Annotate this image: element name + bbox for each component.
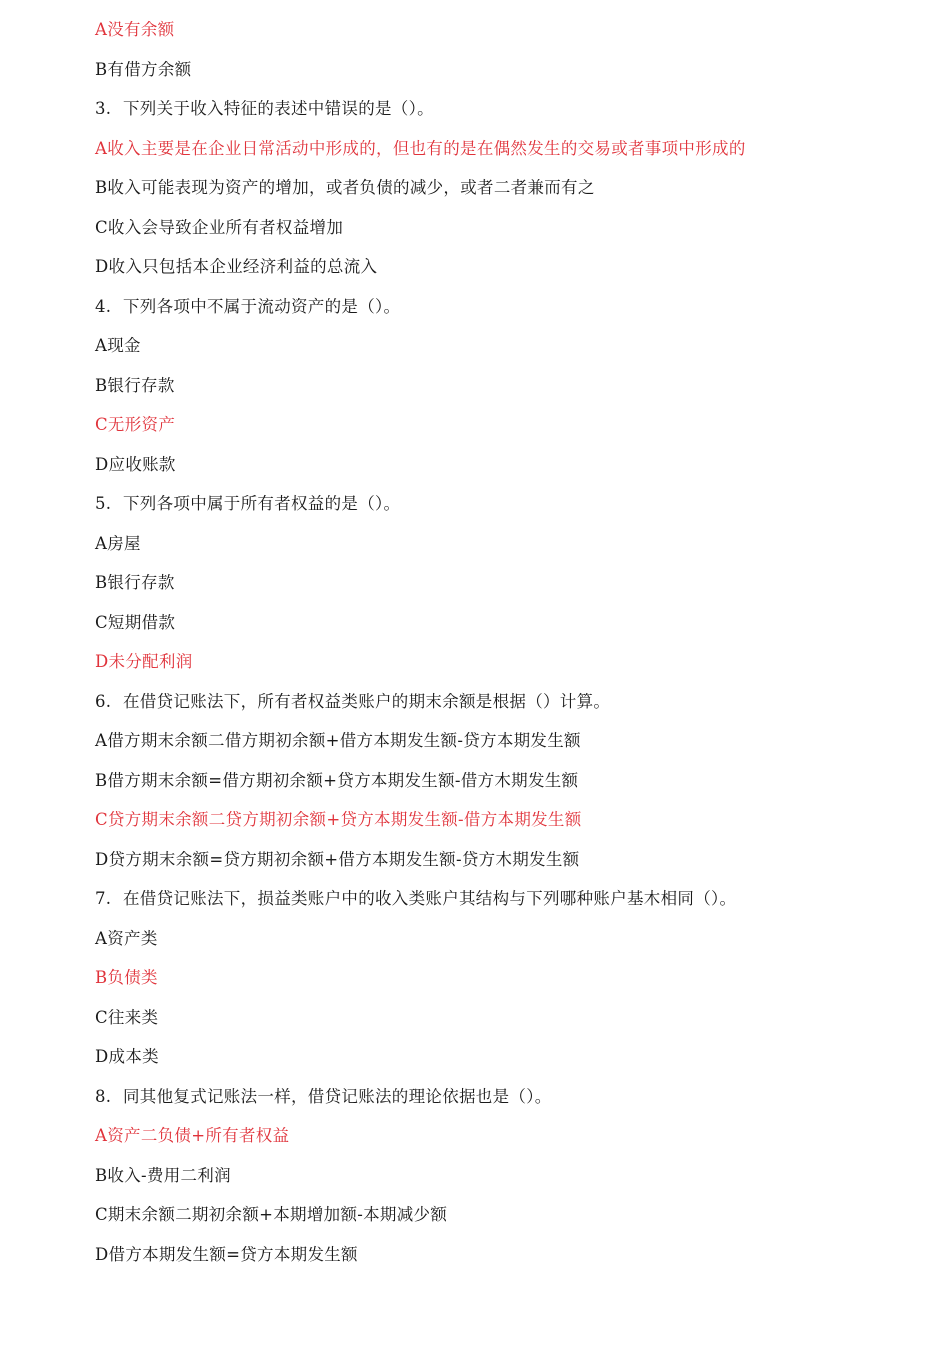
correct-answer-option: A没有余额 [95, 20, 175, 39]
answer-option: B银行存款 [95, 375, 175, 395]
question-text: 在借贷记账法下，所有者权益类账户的期末余额是根据（）计算。 [123, 691, 611, 711]
answer-option: B收入-费用二利润 [95, 1165, 231, 1185]
question-line [95, 492, 915, 532]
correct-answer-option: A资产二负债+所有者权益 [95, 1126, 290, 1145]
answer-option: C往来类 [95, 1007, 159, 1027]
question-text: 下列各项中属于所有者权益的是（）。 [123, 494, 401, 513]
answer-option: B收入可能表现为资产的增加，或者负债的减少，或者二者兼而有之 [95, 178, 595, 197]
question-text: 同其他复式记账法一样，借贷记账法的理论依据也是（）。 [123, 1086, 552, 1106]
question-text: 下列关于收入特征的表述中错误的是（）。 [123, 99, 434, 118]
question-line [95, 97, 915, 137]
correct-answer-option: B负债类 [95, 968, 158, 987]
answer-option: C短期借款 [95, 612, 176, 632]
question-line [95, 887, 915, 927]
answer-option: D贷方期末余额=贷方期初余额+借方本期发生额-贷方木期发生额 [95, 849, 580, 869]
answer-option: C收入会导致企业所有者权益增加 [95, 217, 344, 237]
question-number: 8. [95, 1086, 112, 1106]
answer-option: A房屋 [95, 533, 141, 553]
question-number: 4. [95, 296, 112, 316]
answer-option: A借方期末余额二借方期初余额+借方本期发生额-贷方本期发生额 [95, 731, 581, 750]
correct-answer-option: D未分配利润 [95, 652, 193, 671]
question-line [95, 1085, 915, 1125]
question-line [95, 295, 915, 335]
correct-answer-option: C无形资产 [95, 415, 176, 434]
answer-option: A资产类 [95, 928, 158, 948]
answer-option: B有借方余额 [95, 59, 192, 79]
answer-option: C期末余额二期初余额+本期增加额-本期减少额 [95, 1205, 448, 1224]
correct-answer-option: A收入主要是在企业日常活动中形成的，但也有的是在偶然发生的交易或者事项中形成的 [95, 138, 746, 158]
question-number: 7. [95, 889, 112, 908]
answer-option: A现金 [95, 336, 141, 355]
question-number: 3. [95, 99, 112, 118]
answer-option: D应收账款 [95, 454, 176, 474]
question-text: 在借贷记账法下，损益类账户中的收入类账户其结构与下列哪种账户基木相同（）。 [123, 889, 737, 908]
answer-option: D成本类 [95, 1047, 159, 1066]
question-number: 6. [95, 691, 112, 711]
answer-option: D收入只包括本企业经济利益的总流入 [95, 257, 378, 276]
document-page [95, 18, 915, 1282]
question-number: 5. [95, 494, 112, 513]
answer-option: B银行存款 [95, 573, 175, 592]
correct-answer-option: C贷方期末余额二贷方期初余额+贷方本期发生额-借方本期发生额 [95, 810, 582, 829]
question-line [95, 690, 915, 730]
answer-option: D借方本期发生额=贷方本期发生额 [95, 1244, 358, 1264]
answer-option: B借方期末余额=借方期初余额+贷方本期发生额-借方木期发生额 [95, 770, 579, 790]
question-text: 下列各项中不属于流动资产的是（）。 [123, 296, 401, 316]
